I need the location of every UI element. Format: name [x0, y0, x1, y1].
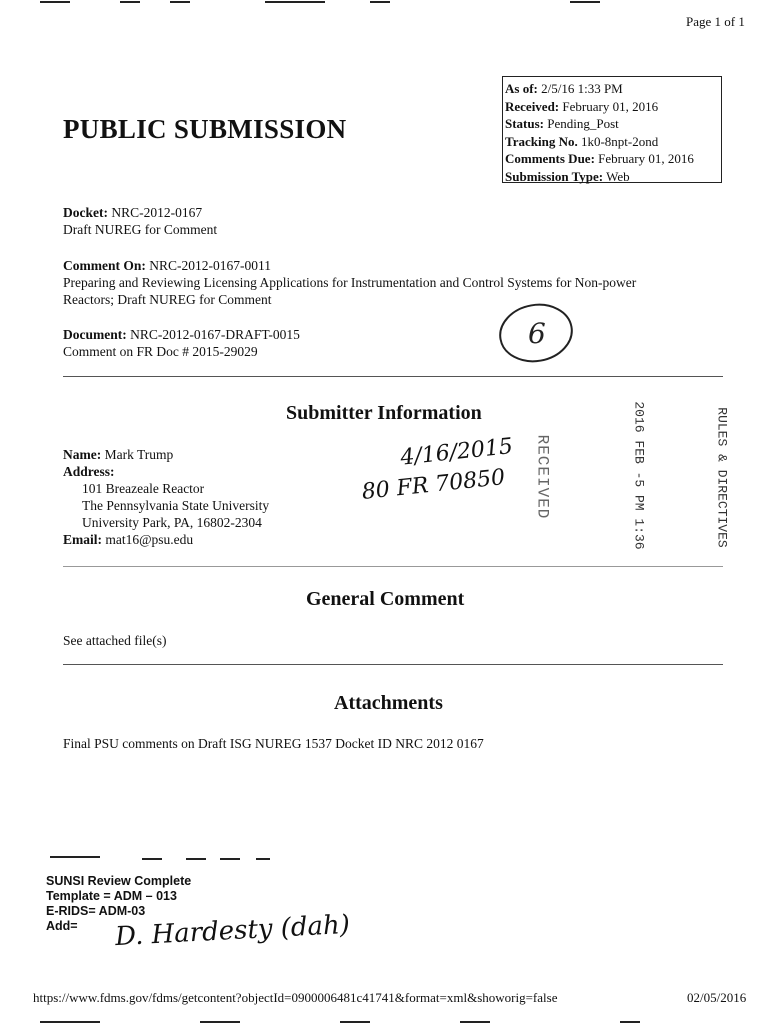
as-of-label: As of: [505, 81, 538, 96]
footer-url: https://www.fdms.gov/fdms/getcontent?objectId=0900006481c41741&format=xml&showorig=false [33, 990, 558, 1005]
general-comment-text: See attached file(s) [63, 633, 167, 648]
comment-on-value: NRC-2012-0167-0011 [149, 258, 271, 273]
handwritten-signature: D. Hardesty (dah) [114, 909, 351, 953]
document-label: Document: [63, 327, 127, 342]
comments-due-value: February 01, 2016 [598, 151, 694, 167]
name-value: Mark Trump [104, 447, 174, 462]
scan-mark [186, 858, 206, 860]
submission-type-value: Web [606, 168, 630, 184]
scan-mark [620, 1021, 640, 1023]
scan-mark [142, 858, 162, 860]
page-number: Page 1 of 1 [686, 14, 745, 29]
handwritten-annotation [357, 432, 517, 508]
divider [63, 664, 723, 665]
page-title: PUBLIC SUBMISSION [63, 114, 347, 144]
submitter-heading: Submitter Information [286, 402, 482, 424]
received-label: Received: [505, 98, 560, 114]
tracking-label: Tracking No. [505, 133, 578, 149]
divider [63, 376, 723, 377]
comment-on-section [63, 257, 743, 308]
received-value: February 01, 2016 [562, 98, 659, 114]
address-line1: 101 Breazeale Reactor [82, 481, 205, 496]
document-subtitle: Comment on FR Doc # 2015-29029 [63, 344, 258, 359]
submitter-details [63, 446, 269, 548]
address-line3: University Park, PA, 16802-2304 [82, 515, 262, 530]
email-value: mat16@psu.edu [105, 532, 194, 547]
attachment-item: Final PSU comments on Draft ISG NUREG 1537 Docket ID NRC 2012 0167 [63, 736, 484, 751]
date-stamp: 2016 FEB -5 PM 1:36 [631, 401, 647, 550]
scan-mark [570, 1, 600, 3]
email-label: Email: [63, 532, 102, 547]
address-label: Address: [63, 464, 115, 479]
sunsi-line2: Template = ADM – 013 [46, 889, 177, 903]
sunsi-line4-label: Add= [46, 919, 78, 933]
scan-mark [120, 1, 140, 3]
scan-mark [220, 858, 240, 860]
received-stamp: RECEIVED [533, 434, 552, 520]
rules-directives-stamp: RULES & DIRECTIVES [714, 407, 730, 548]
document-value: NRC-2012-0167-DRAFT-0015 [130, 327, 300, 342]
scan-mark [256, 858, 270, 860]
address-line2: The Pennsylvania State University [82, 498, 270, 513]
comment-on-label: Comment On: [63, 258, 146, 273]
tracking-value: 1k0-8npt-2ond [580, 133, 659, 149]
sunsi-line1: SUNSI Review Complete [46, 874, 192, 888]
as-of-value: 2/5/16 1:33 PM [541, 81, 623, 96]
status-label: Status: [505, 116, 545, 132]
docket-subtitle: Draft NUREG for Comment [63, 222, 218, 237]
document-section [63, 326, 300, 360]
comments-due-label: Comments Due: [505, 151, 595, 167]
sunsi-line3: E-RIDS= ADM-03 [46, 904, 146, 918]
scan-mark [40, 1021, 100, 1023]
scan-mark [370, 1, 390, 3]
status-box [502, 76, 722, 183]
scan-mark [265, 1, 325, 3]
docket-section [63, 204, 217, 238]
circled-number-mark [496, 298, 576, 368]
comment-on-line2: Reactors; Draft NUREG for Comment [63, 292, 272, 307]
status-value: Pending_Post [547, 116, 619, 132]
scan-mark [340, 1021, 370, 1023]
divider [63, 566, 723, 567]
general-comment-heading: General Comment [306, 588, 465, 610]
attachments-heading: Attachments [334, 692, 443, 714]
circled-number: 6 [528, 317, 546, 350]
scan-mark [200, 1021, 240, 1023]
scan-mark [50, 856, 100, 858]
docket-label: Docket: [63, 205, 108, 220]
handwritten-date: 4/16/2015 [399, 434, 515, 471]
docket-value: NRC-2012-0167 [111, 205, 203, 220]
comment-on-line1: Preparing and Reviewing Licensing Applications for Instrumentation and Control Systems for Non-power [63, 275, 637, 290]
footer-date: 02/05/2016 [687, 990, 747, 1005]
scan-mark [170, 1, 190, 3]
submission-type-label: Submission Type: [505, 168, 604, 184]
name-label: Name: [63, 447, 102, 462]
scan-mark [460, 1021, 490, 1023]
handwritten-fr-ref: 80 FR 70850 [360, 465, 507, 505]
scan-mark [40, 1, 70, 3]
